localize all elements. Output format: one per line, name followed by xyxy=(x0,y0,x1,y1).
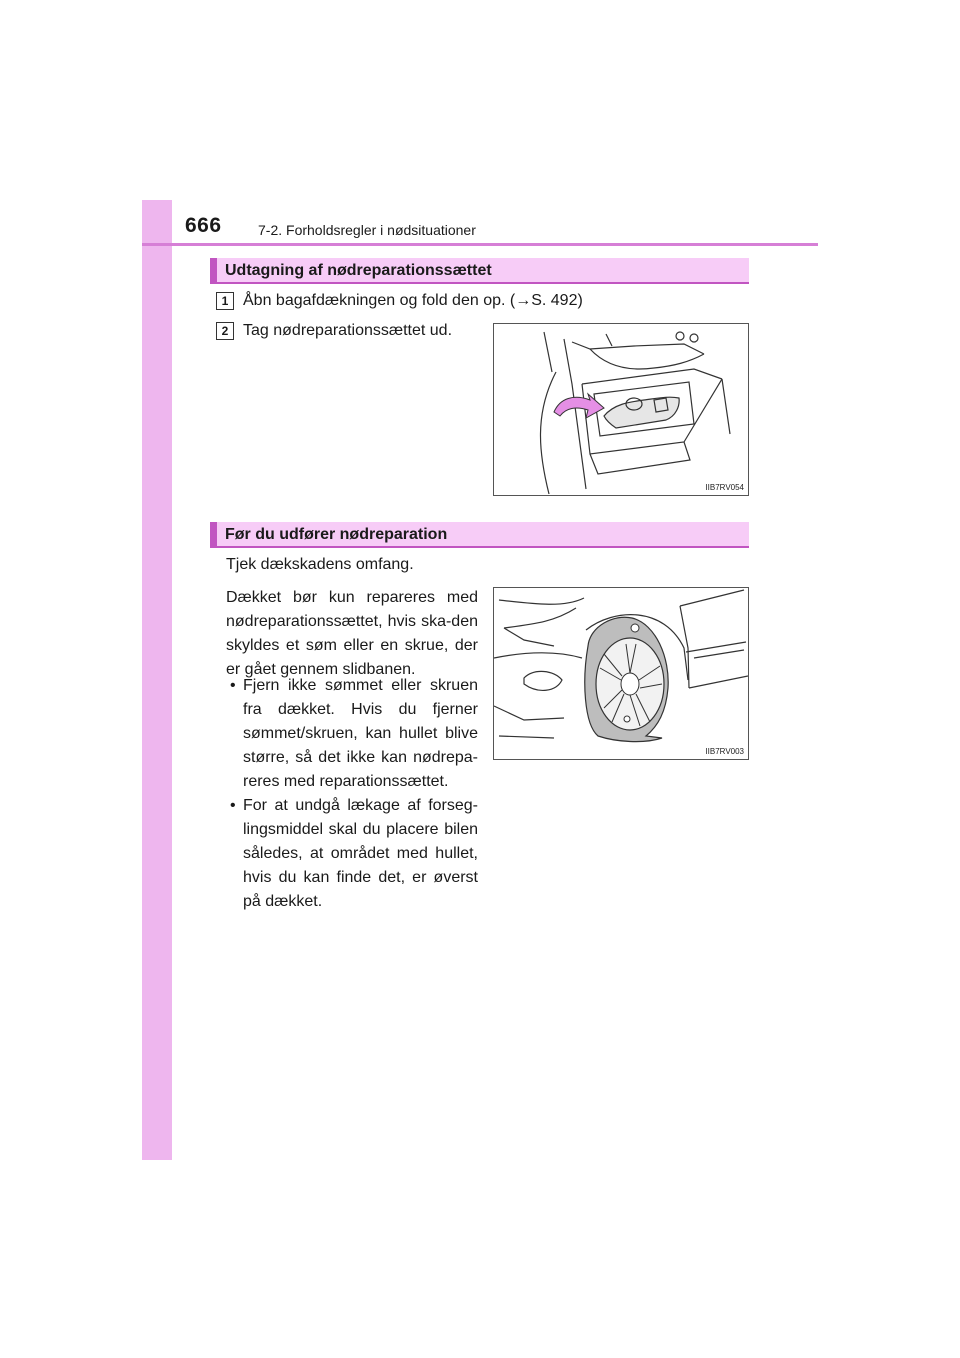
header-divider xyxy=(142,243,818,246)
figure-code: IIB7RV054 xyxy=(705,483,744,492)
page-number: 666 xyxy=(185,214,222,237)
step-number-badge: 1 xyxy=(216,292,234,310)
bullet-list xyxy=(226,674,478,914)
intro-text: Tjek dækskadens omfang. xyxy=(226,556,414,573)
bullet-icon: • xyxy=(230,797,236,814)
step-text: Tag nødreparationssættet ud. xyxy=(243,322,453,339)
flat-tire-illustration xyxy=(493,587,749,760)
section-title: Udtagning af nødreparationssættet xyxy=(225,262,492,279)
step-number-badge: 2 xyxy=(216,322,234,340)
section-title: Før du udfører nødreparation xyxy=(225,526,448,543)
bullet-icon: • xyxy=(230,677,236,694)
section-heading-removal xyxy=(210,258,749,284)
chapter-sidebar xyxy=(142,200,172,1160)
list-item xyxy=(226,674,478,794)
body-paragraph: Dækket bør kun repareres med nødreparationssættet, hvis ska-den skyldes et søm eller en skrue, der er gået gennem slidbanen. xyxy=(226,589,478,678)
chapter-title: 7-2. Forholdsregler i nødsituationer xyxy=(258,222,476,238)
list-item-text: For at undgå lækage af forseg-lingsmiddel skal du placere bilen således, at området med hullet, hvis du kan finde det, er øverst på dækket. xyxy=(243,797,478,910)
trunk-drawing xyxy=(494,324,749,496)
step-text: Åbn bagafdækningen og fold den op. (→S. 492) xyxy=(243,292,583,309)
list-item-text: Fjern ikke sømmet eller skruen fra dækket. Hvis du fjerner sømmet/skruen, kan hullet blive større, så det ikke kan nødrepa-reres med reparationssættet. xyxy=(243,677,478,790)
section-heading-before-repair xyxy=(210,522,749,548)
list-item xyxy=(226,794,478,914)
figure-code: IIB7RV003 xyxy=(705,747,744,756)
tire-drawing xyxy=(494,588,749,760)
trunk-kit-illustration xyxy=(493,323,749,496)
